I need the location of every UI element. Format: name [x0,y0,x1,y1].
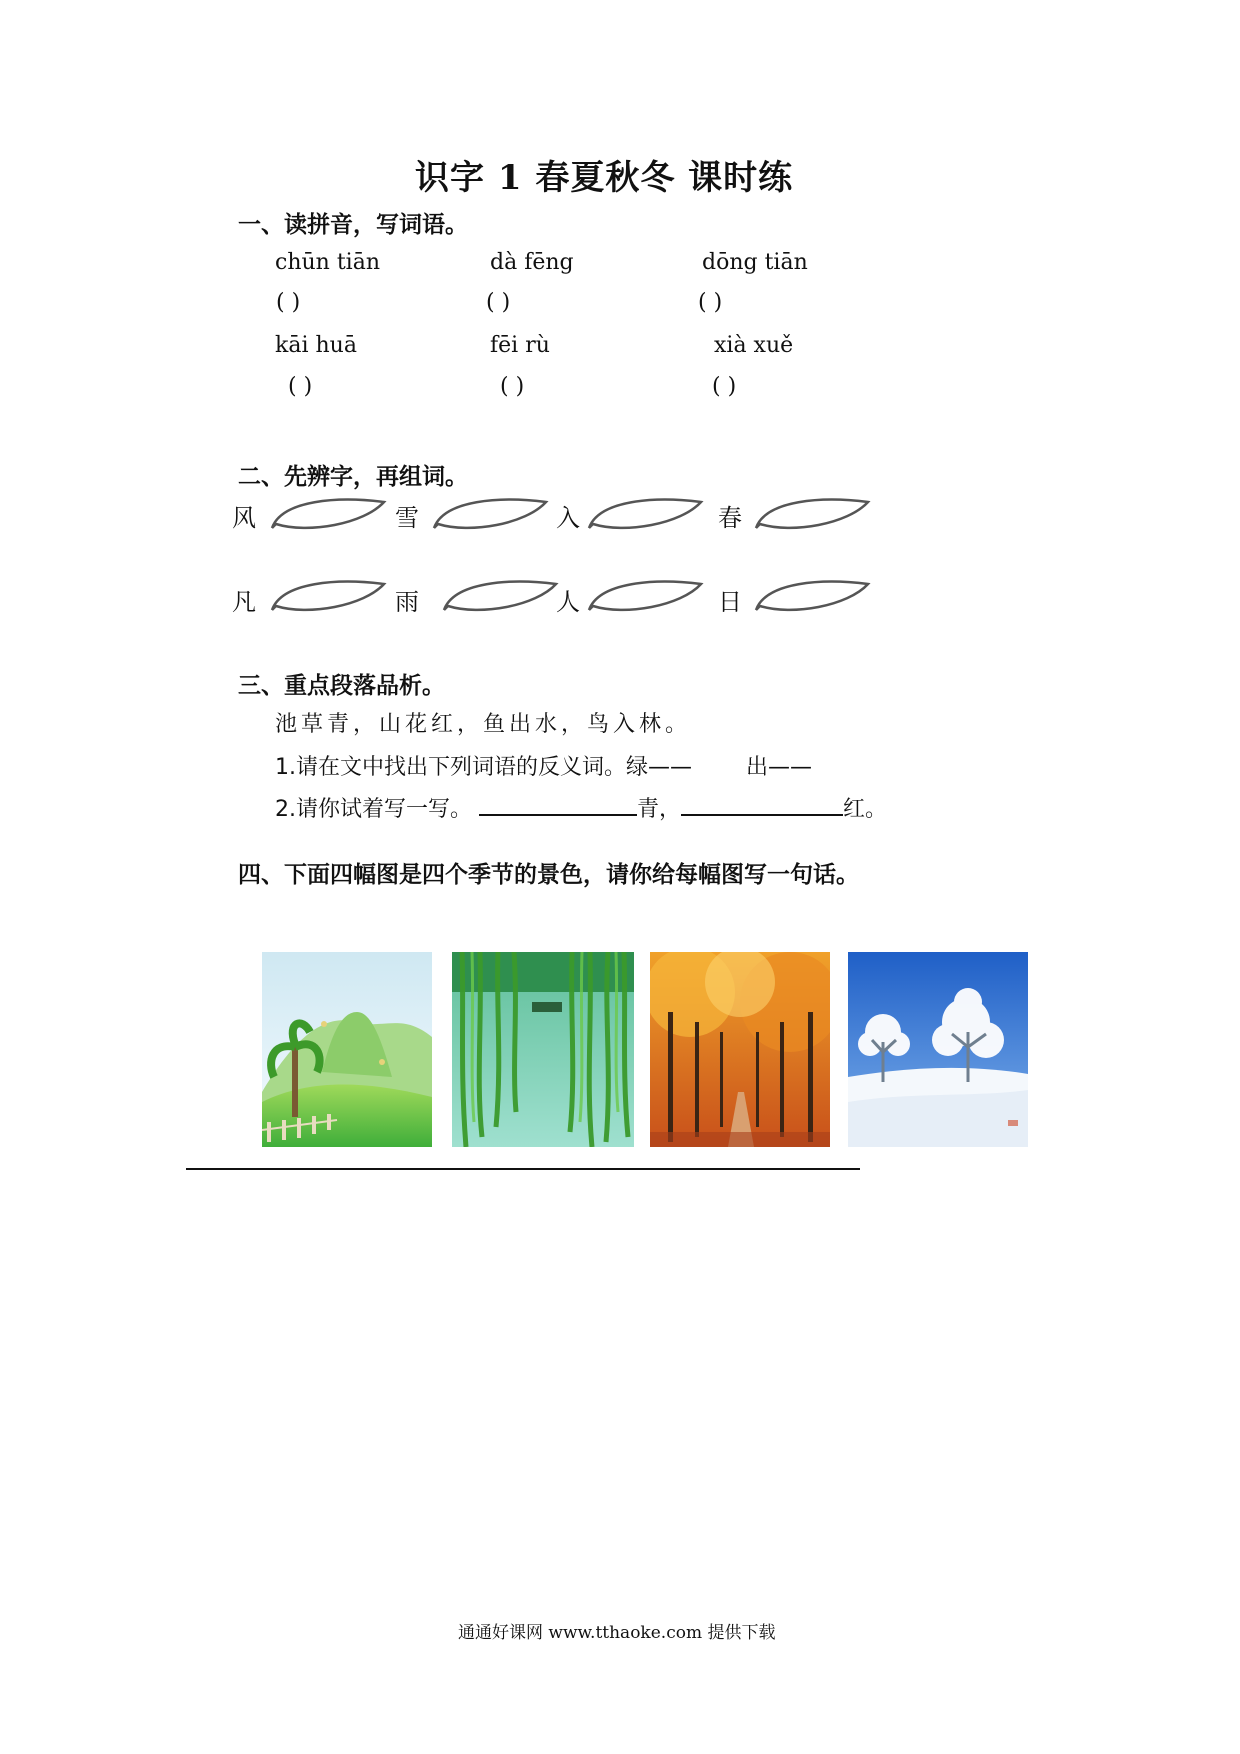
question-1-text-b: 出—— [746,755,813,780]
autumn-forest-image [650,952,830,1147]
section1-heading: 一、读拼音，写词语。 [238,212,468,238]
leaf-blank-icon[interactable] [440,576,560,616]
spring-meadow-image [262,952,432,1147]
pinyin-1-2: dà fēng [490,250,574,275]
answer-blank[interactable]: ( ) [276,290,301,315]
leaf-blank-icon[interactable] [430,494,550,534]
answer-blank[interactable]: ( ) [712,374,737,399]
section3-heading: 三、重点段落品析。 [238,673,445,699]
question-1-text: 1.请在文中找出下列词语的反义词。绿—— [275,755,692,780]
passage-text: 池草青，山花红，鱼出水，鸟入林。 [275,712,692,737]
pinyin-1-1: chūn tiān [275,250,380,275]
char-fan: 凡 [232,588,256,616]
leaf-blank-icon[interactable] [752,576,872,616]
answer-line[interactable] [186,1168,860,1170]
leaf-blank-icon[interactable] [752,494,872,534]
section4-heading: 四、下面四幅图是四个季节的景色，请你给每幅图写一句话。 [238,862,859,888]
q2-blank-1[interactable] [479,794,637,816]
char-yu: 雨 [395,588,419,616]
char-ren: 人 [556,588,580,616]
leaf-blank-icon[interactable] [268,576,388,616]
pinyin-2-1: kāi huā [275,333,357,358]
pinyin-2-2: fēi rù [490,333,550,358]
leaf-blank-icon[interactable] [268,494,388,534]
question-2 [275,792,887,823]
q2-blank-2[interactable] [681,794,843,816]
question-2-end: 红。 [843,797,888,822]
question-1 [275,750,812,781]
pinyin-2-3: xià xuě [714,333,794,358]
winter-snow-image [848,952,1028,1147]
summer-willow-image [452,952,634,1147]
char-xue: 雪 [395,504,419,532]
leaf-blank-icon[interactable] [585,494,705,534]
page-title: 识字 1 春夏秋冬 课时练 [415,158,794,198]
footer-text: 通通好课网 www.tthaoke.com 提供下载 [458,1623,776,1643]
question-2-text: 2.请你试着写一写。 [275,797,472,822]
char-ru: 入 [556,504,580,532]
section2-heading: 二、先辨字，再组词。 [238,464,468,490]
char-feng: 风 [232,504,256,532]
question-2-mid: 青， [637,797,682,822]
answer-blank[interactable]: ( ) [698,290,723,315]
leaf-blank-icon[interactable] [585,576,705,616]
answer-blank[interactable]: ( ) [288,374,313,399]
answer-blank[interactable]: ( ) [486,290,511,315]
char-ri: 日 [718,588,742,616]
answer-blank[interactable]: ( ) [500,374,525,399]
char-chun: 春 [718,504,742,532]
pinyin-1-3: dōng tiān [702,250,808,275]
